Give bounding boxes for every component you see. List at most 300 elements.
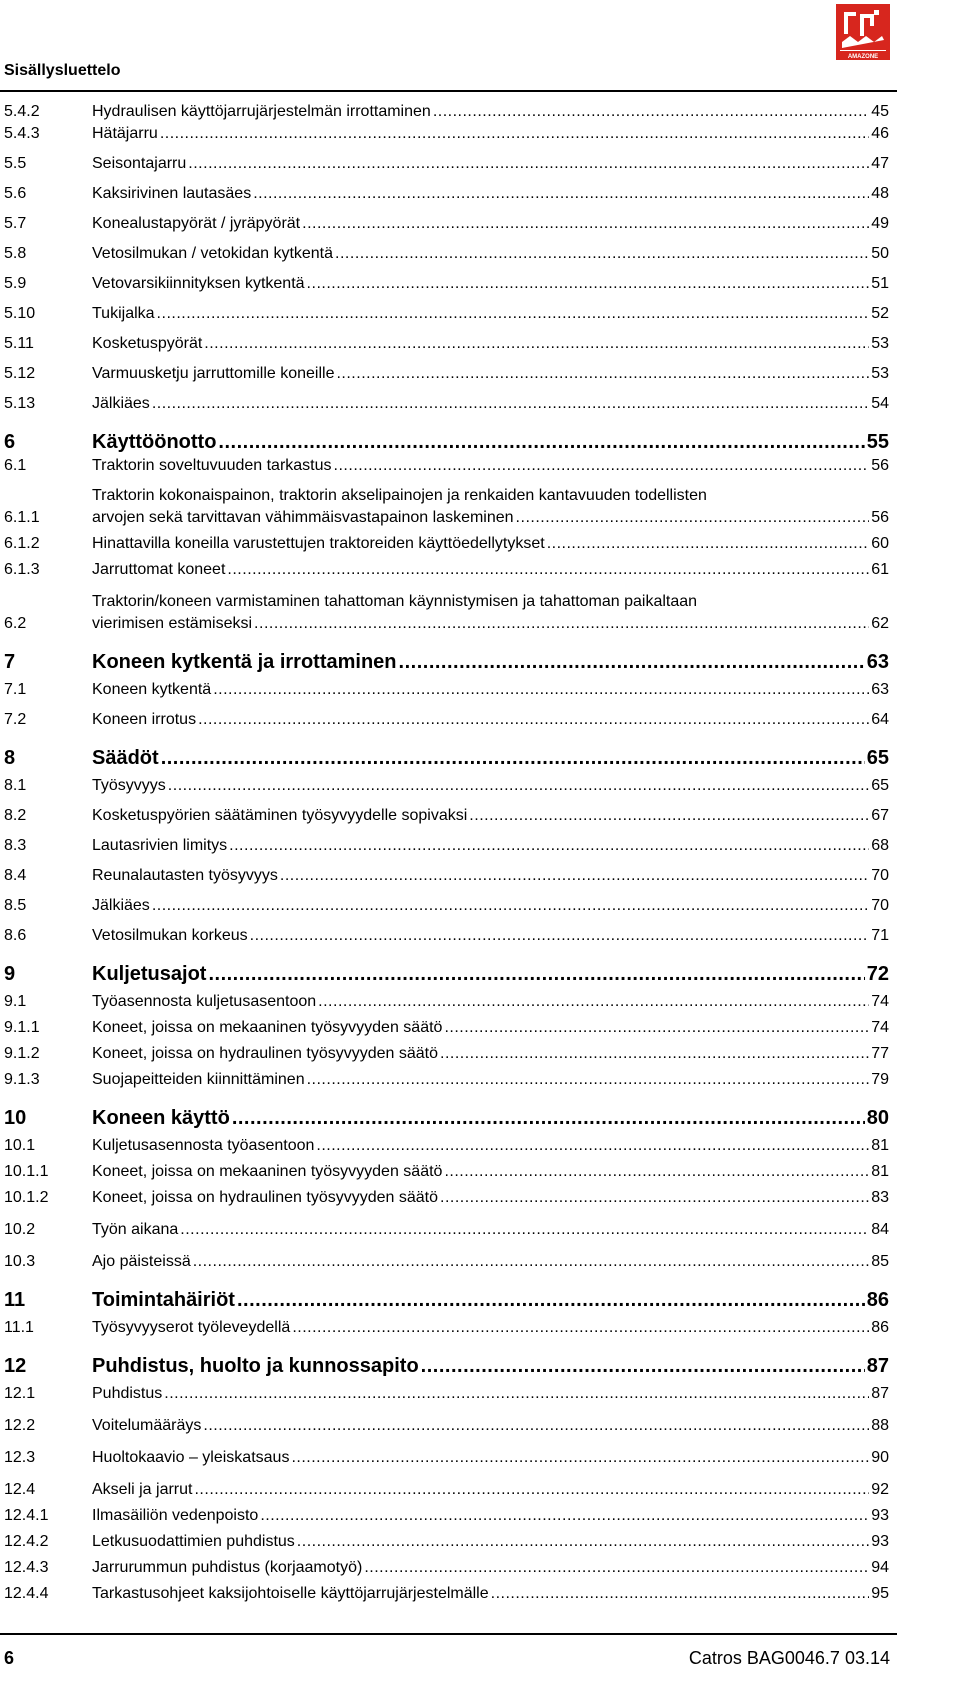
toc-body <box>92 925 889 947</box>
toc-line <box>92 455 889 477</box>
toc-body <box>92 1415 889 1437</box>
toc-page-number: 56 <box>871 509 889 526</box>
toc-title: Jälkiäes <box>92 395 150 412</box>
toc-leader-dots <box>444 1017 869 1039</box>
toc-leader-dots <box>168 775 869 797</box>
toc-line <box>92 1219 889 1241</box>
toc-line <box>92 1583 889 1605</box>
toc-line <box>92 243 889 265</box>
toc-entry[interactable] <box>4 123 889 145</box>
toc-page-number: 83 <box>871 1189 889 1206</box>
toc-title: Reunalautasten työsyvyys <box>92 867 278 884</box>
toc-number: 5.12 <box>4 365 36 382</box>
toc-page-number: 48 <box>871 185 889 202</box>
toc-line <box>92 649 889 675</box>
toc-title: Vetovarsikiinnityksen kytkentä <box>92 275 305 292</box>
toc-page-number: 74 <box>871 993 889 1010</box>
toc-number: 8.3 <box>4 837 27 854</box>
toc-line <box>92 1383 889 1405</box>
toc-body <box>92 1505 889 1527</box>
toc-number: 12 <box>4 1355 27 1377</box>
toc-number: 5.4.2 <box>4 103 40 120</box>
toc-number: 10.1 <box>4 1137 36 1154</box>
toc-entry[interactable] <box>4 213 889 235</box>
toc-number: 5.6 <box>4 185 27 202</box>
toc-title: Akseli ja jarrut <box>92 1481 193 1498</box>
toc-line <box>92 559 889 581</box>
toc-title: Koneen kytkentä <box>92 681 212 698</box>
toc-title: Puhdistus <box>92 1385 163 1402</box>
toc-body <box>92 745 889 771</box>
toc-number: 8.4 <box>4 867 27 884</box>
toc-body <box>92 1557 889 1579</box>
toc-leader-dots <box>229 835 869 857</box>
toc-chapter[interactable] <box>4 1105 889 1131</box>
toc-line <box>92 393 889 415</box>
toc-entry[interactable] <box>4 363 889 385</box>
toc-number: 6.2 <box>4 615 27 632</box>
toc-leader-dots <box>208 961 864 987</box>
toc-leader-dots <box>280 865 869 887</box>
toc-line <box>92 591 889 613</box>
toc-line <box>92 991 889 1013</box>
toc-line <box>92 1447 889 1469</box>
toc-line <box>92 775 889 797</box>
toc-body <box>92 153 889 175</box>
toc-line <box>92 1287 889 1313</box>
toc-entry[interactable] <box>4 1135 889 1157</box>
toc-leader-dots <box>399 649 865 675</box>
toc-number: 12.4.2 <box>4 1533 49 1550</box>
toc-entry[interactable] <box>4 1161 889 1183</box>
toc-title: Huoltokaavio – yleiskatsaus <box>92 1449 290 1466</box>
toc-body <box>92 1583 889 1605</box>
toc-leader-dots <box>440 1187 869 1209</box>
toc-page-number: 70 <box>871 897 889 914</box>
toc-line <box>92 925 889 947</box>
toc-line <box>92 1161 889 1183</box>
toc-title: Säädöt <box>92 747 159 769</box>
toc-body <box>92 775 889 797</box>
toc-line <box>92 709 889 731</box>
toc-number: 8.6 <box>4 927 27 944</box>
toc-title: Traktorin kokonaispainon, traktorin akselipainojen ja renkaiden kantavuuden todellisten <box>92 487 707 504</box>
toc-number: 10.1.1 <box>4 1163 49 1180</box>
toc-page-number: 93 <box>871 1507 889 1524</box>
toc-title: Toimintahäiriöt <box>92 1289 235 1311</box>
toc-number: 11 <box>4 1289 26 1311</box>
toc-line <box>92 865 889 887</box>
toc-page-number: 61 <box>871 561 889 578</box>
toc-entry[interactable] <box>4 1187 889 1209</box>
toc-body <box>92 1287 889 1313</box>
toc-chapter[interactable] <box>4 649 889 675</box>
toc-leader-dots <box>469 805 869 827</box>
toc-page-number: 88 <box>871 1417 889 1434</box>
toc-entry[interactable] <box>4 709 889 731</box>
toc-number: 5.8 <box>4 245 27 262</box>
toc-body <box>92 533 889 555</box>
toc-body <box>92 1219 889 1241</box>
toc-line <box>92 805 889 827</box>
toc-leader-dots <box>291 1447 869 1469</box>
toc-page-number: 90 <box>871 1449 889 1466</box>
toc-entry[interactable] <box>4 1505 889 1527</box>
toc-title: Koneen irrotus <box>92 711 197 728</box>
toc-leader-dots <box>316 1135 869 1157</box>
toc-page-number: 94 <box>871 1559 889 1576</box>
toc-page-number: 81 <box>871 1163 889 1180</box>
toc-leader-dots <box>161 745 865 771</box>
toc-page-number: 49 <box>871 215 889 232</box>
toc-body <box>92 333 889 355</box>
toc-title: Tarkastusohjeet kaksijohtoiselle käyttöjarrujärjestelmälle <box>92 1585 489 1602</box>
toc-body <box>92 1017 889 1039</box>
toc-title: Koneen kytkentä ja irrottaminen <box>92 651 397 673</box>
toc-entry[interactable] <box>4 835 889 857</box>
toc-page-number: 52 <box>871 305 889 322</box>
toc-number: 8 <box>4 747 16 769</box>
toc-page-number: 86 <box>866 1289 889 1311</box>
toc-title: Kuljetusasennosta työasentoon <box>92 1137 315 1154</box>
toc-title: Kaksirivinen lautasäes <box>92 185 252 202</box>
toc-number: 5.7 <box>4 215 27 232</box>
toc-title: Työasennosta kuljetusasentoon <box>92 993 317 1010</box>
toc-title: Suojapeitteiden kiinnittäminen <box>92 1071 305 1088</box>
toc-line <box>92 1479 889 1501</box>
toc-leader-dots <box>160 123 869 145</box>
toc-title: Lautasrivien limitys <box>92 837 228 854</box>
toc-body <box>92 709 889 731</box>
toc-leader-dots <box>254 613 869 635</box>
toc-number: 8.2 <box>4 807 27 824</box>
toc-body <box>92 1069 889 1091</box>
toc-number: 5.10 <box>4 305 36 322</box>
toc-entry[interactable] <box>4 1531 889 1553</box>
toc-body <box>92 101 889 123</box>
toc-page-number: 71 <box>871 927 889 944</box>
toc-number: 10 <box>4 1107 27 1129</box>
toc-number: 8.5 <box>4 897 27 914</box>
toc-line <box>92 429 889 455</box>
toc-line <box>92 1353 889 1379</box>
toc-leader-dots <box>237 1287 865 1313</box>
toc-body <box>92 961 889 987</box>
toc-leader-dots <box>180 1219 869 1241</box>
toc-title: Koneet, joissa on hydraulinen työsyvyyden säätö <box>92 1189 438 1206</box>
toc-page-number: 79 <box>871 1071 889 1088</box>
toc-title: Traktorin/koneen varmistaminen tahattoman käynnistymisen ja tahattoman paikaltaan <box>92 593 698 610</box>
amazone-logo-icon <box>836 4 890 60</box>
toc-entry[interactable] <box>4 243 889 265</box>
toc-page-number: 95 <box>871 1585 889 1602</box>
toc-line <box>92 333 889 355</box>
toc-body <box>92 1251 889 1273</box>
toc-page-number: 45 <box>871 103 889 120</box>
toc-page-number: 63 <box>866 651 889 673</box>
toc-line <box>92 679 889 701</box>
toc-number: 7.2 <box>4 711 27 728</box>
toc-entry[interactable] <box>4 775 889 797</box>
toc-entry[interactable] <box>4 533 889 555</box>
toc-page-number: 65 <box>871 777 889 794</box>
toc-number: 10.3 <box>4 1253 36 1270</box>
toc-title: Seisontajarru <box>92 155 187 172</box>
toc-chapter[interactable] <box>4 961 889 987</box>
toc-body <box>92 243 889 265</box>
toc-body <box>92 1043 889 1065</box>
toc-entry[interactable] <box>4 591 889 635</box>
toc-entry[interactable] <box>4 485 889 529</box>
toc-number: 8.1 <box>4 777 27 794</box>
toc-line <box>92 1043 889 1065</box>
toc-number: 12.4.4 <box>4 1585 49 1602</box>
toc-number: 5.4.3 <box>4 125 40 142</box>
toc-body <box>92 485 889 529</box>
toc-body <box>92 1187 889 1209</box>
toc-body <box>92 559 889 581</box>
toc-entry[interactable] <box>4 303 889 325</box>
toc-title: Hinattavilla koneilla varustettujen traktoreiden käyttöedellytykset <box>92 535 545 552</box>
toc-line <box>92 213 889 235</box>
toc-line <box>92 745 889 771</box>
toc-line <box>92 1069 889 1091</box>
toc-chapter[interactable] <box>4 429 889 455</box>
toc-leader-dots <box>444 1161 869 1183</box>
toc-page-number: 84 <box>871 1221 889 1238</box>
toc-title: Letkusuodattimien puhdistus <box>92 1533 295 1550</box>
toc-leader-dots <box>188 153 869 175</box>
toc-body <box>92 1317 889 1339</box>
toc-body <box>92 895 889 917</box>
toc-title: Varmuusketju jarruttomille koneille <box>92 365 335 382</box>
toc-body <box>92 393 889 415</box>
toc-title: Tukijalka <box>92 305 155 322</box>
toc-page-number: 50 <box>871 245 889 262</box>
toc-body <box>92 1161 889 1183</box>
toc-body <box>92 1531 889 1553</box>
toc-entry[interactable] <box>4 1557 889 1579</box>
toc-entry[interactable] <box>4 895 889 917</box>
toc-leader-dots <box>204 333 869 355</box>
toc-number: 12.4 <box>4 1481 36 1498</box>
toc-page-number: 53 <box>871 365 889 382</box>
toc-line <box>92 1251 889 1273</box>
toc-leader-dots <box>250 925 870 947</box>
toc-body <box>92 1353 889 1379</box>
toc-body <box>92 429 889 455</box>
toc-line <box>92 1017 889 1039</box>
toc-line <box>92 1557 889 1579</box>
toc-number: 12.3 <box>4 1449 36 1466</box>
toc-title: Ajo päisteissä <box>92 1253 191 1270</box>
toc-page-number: 65 <box>866 747 889 769</box>
toc-body <box>92 1135 889 1157</box>
toc-chapter[interactable] <box>4 1287 889 1313</box>
toc-leader-dots <box>232 1105 865 1131</box>
toc-leader-dots <box>307 1069 870 1091</box>
toc-leader-dots <box>227 559 869 581</box>
toc-page-number: 53 <box>871 335 889 352</box>
toc-entry[interactable] <box>4 273 889 295</box>
toc-number: 9.1.2 <box>4 1045 40 1062</box>
toc-leader-dots <box>318 991 869 1013</box>
toc-line <box>92 613 889 635</box>
toc-title: Vetosilmukan / vetokidan kytkentä <box>92 245 334 262</box>
toc-title: Koneen käyttö <box>92 1107 230 1129</box>
toc-body <box>92 865 889 887</box>
toc-page-number: 56 <box>871 457 889 474</box>
toc-title: Voitelumääräys <box>92 1417 202 1434</box>
toc-entry[interactable] <box>4 1479 889 1501</box>
header-divider <box>0 90 897 92</box>
toc-leader-dots <box>198 709 869 731</box>
toc-title: Työsyvyys <box>92 777 166 794</box>
toc-line <box>92 1415 889 1437</box>
toc-line <box>92 835 889 857</box>
toc-line <box>92 123 889 145</box>
toc-leader-dots <box>421 1353 865 1379</box>
toc-page-number: 68 <box>871 837 889 854</box>
toc-entry[interactable] <box>4 183 889 205</box>
toc-number: 7 <box>4 651 16 673</box>
toc-title: Koneet, joissa on mekaaninen työsyvyyden säätö <box>92 1019 443 1036</box>
toc-entry[interactable] <box>4 1583 889 1605</box>
toc-number: 9.1 <box>4 993 27 1010</box>
toc-body <box>92 835 889 857</box>
toc-page-number: 47 <box>871 155 889 172</box>
toc-entry[interactable] <box>4 1415 889 1437</box>
toc-entry[interactable] <box>4 1017 889 1039</box>
toc-leader-dots <box>335 243 869 265</box>
toc-leader-dots <box>152 895 869 917</box>
toc-body <box>92 649 889 675</box>
toc-page-number: 92 <box>871 1481 889 1498</box>
toc-line <box>92 1105 889 1131</box>
toc-body <box>92 1479 889 1501</box>
toc-line <box>92 1505 889 1527</box>
toc-title: Koneet, joissa on hydraulinen työsyvyyden säätö <box>92 1045 438 1062</box>
toc-entry[interactable] <box>4 101 889 123</box>
toc-title: arvojen sekä tarvittavan vähimmäisvastapainon laskeminen <box>92 509 514 526</box>
toc-entry[interactable] <box>4 1317 889 1339</box>
toc-number: 10.2 <box>4 1221 36 1238</box>
toc-leader-dots <box>194 1479 869 1501</box>
toc-title: Jälkiäes <box>92 897 150 914</box>
toc-leader-dots <box>253 183 869 205</box>
toc-title: Vetosilmukan korkeus <box>92 927 248 944</box>
toc-title: Hätäjarru <box>92 125 158 142</box>
toc-number: 9.1.3 <box>4 1071 40 1088</box>
toc-entry[interactable] <box>4 1069 889 1091</box>
toc-body <box>92 1447 889 1469</box>
toc-entry[interactable] <box>4 805 889 827</box>
toc-line <box>92 485 889 507</box>
toc-title: Kosketuspyörät <box>92 335 203 352</box>
toc-leader-dots <box>491 1583 870 1605</box>
table-of-contents <box>4 101 889 1605</box>
toc-leader-dots <box>157 303 870 325</box>
toc-number: 5.11 <box>4 335 34 352</box>
toc-title: Puhdistus, huolto ja kunnossapito <box>92 1355 419 1377</box>
toc-entry[interactable] <box>4 925 889 947</box>
toc-page-number: 54 <box>871 395 889 412</box>
toc-leader-dots <box>292 1317 869 1339</box>
toc-number: 9 <box>4 963 16 985</box>
document-id: Catros BAG0046.7 03.14 <box>688 1648 890 1668</box>
logo-brand-text: AMAZONE <box>847 54 879 60</box>
toc-entry[interactable] <box>4 1043 889 1065</box>
toc-entry[interactable] <box>4 333 889 355</box>
toc-page-number: 55 <box>866 431 889 453</box>
toc-leader-dots <box>152 393 869 415</box>
toc-number: 6.1.3 <box>4 561 40 578</box>
toc-page-number: 85 <box>871 1253 889 1270</box>
toc-title: Kosketuspyörien säätäminen työsyvyydelle sopivaksi <box>92 807 468 824</box>
toc-number: 6.1.1 <box>4 509 40 526</box>
toc-entry[interactable] <box>4 559 889 581</box>
toc-leader-dots <box>307 273 870 295</box>
toc-line <box>92 1531 889 1553</box>
toc-leader-dots <box>164 1383 869 1405</box>
toc-entry[interactable] <box>4 679 889 701</box>
toc-entry[interactable] <box>4 991 889 1013</box>
toc-leader-dots <box>440 1043 869 1065</box>
page-number: 6 <box>4 1648 15 1668</box>
toc-body <box>92 273 889 295</box>
toc-line <box>92 961 889 987</box>
toc-entry[interactable] <box>4 1251 889 1273</box>
toc-title: Hydraulisen käyttöjarrujärjestelmän irrottaminen <box>92 103 431 120</box>
toc-body <box>92 1105 889 1131</box>
toc-body <box>92 183 889 205</box>
toc-chapter[interactable] <box>4 745 889 771</box>
toc-page-number: 93 <box>871 1533 889 1550</box>
toc-title: Kuljetusajot <box>92 963 207 985</box>
toc-leader-dots <box>433 101 869 123</box>
toc-page-number: 86 <box>871 1319 889 1336</box>
toc-entry[interactable] <box>4 1219 889 1241</box>
toc-entry[interactable] <box>4 393 889 415</box>
toc-number: 10.1.2 <box>4 1189 49 1206</box>
toc-entry[interactable] <box>4 1383 889 1405</box>
toc-entry[interactable] <box>4 1447 889 1469</box>
toc-leader-dots <box>260 1505 869 1527</box>
toc-page-number: 87 <box>866 1355 889 1377</box>
toc-chapter[interactable] <box>4 1353 889 1379</box>
toc-leader-dots <box>193 1251 869 1273</box>
toc-body <box>92 1383 889 1405</box>
toc-title: vierimisen estämiseksi <box>92 615 253 632</box>
toc-line <box>92 533 889 555</box>
toc-leader-dots <box>364 1557 869 1579</box>
toc-number: 5.9 <box>4 275 27 292</box>
toc-page-number: 70 <box>871 867 889 884</box>
toc-entry[interactable] <box>4 865 889 887</box>
toc-line <box>92 273 889 295</box>
toc-page-number: 72 <box>866 963 889 985</box>
toc-body <box>92 213 889 235</box>
toc-entry[interactable] <box>4 153 889 175</box>
toc-title: Ilmasäiliön vedenpoisto <box>92 1507 259 1524</box>
footer-divider <box>0 1633 897 1635</box>
toc-page-number: 80 <box>866 1107 889 1129</box>
toc-entry[interactable] <box>4 455 889 477</box>
toc-page-number: 64 <box>871 711 889 728</box>
toc-page-number: 46 <box>871 125 889 142</box>
toc-page-number: 87 <box>871 1385 889 1402</box>
toc-title: Työn aikana <box>92 1221 179 1238</box>
